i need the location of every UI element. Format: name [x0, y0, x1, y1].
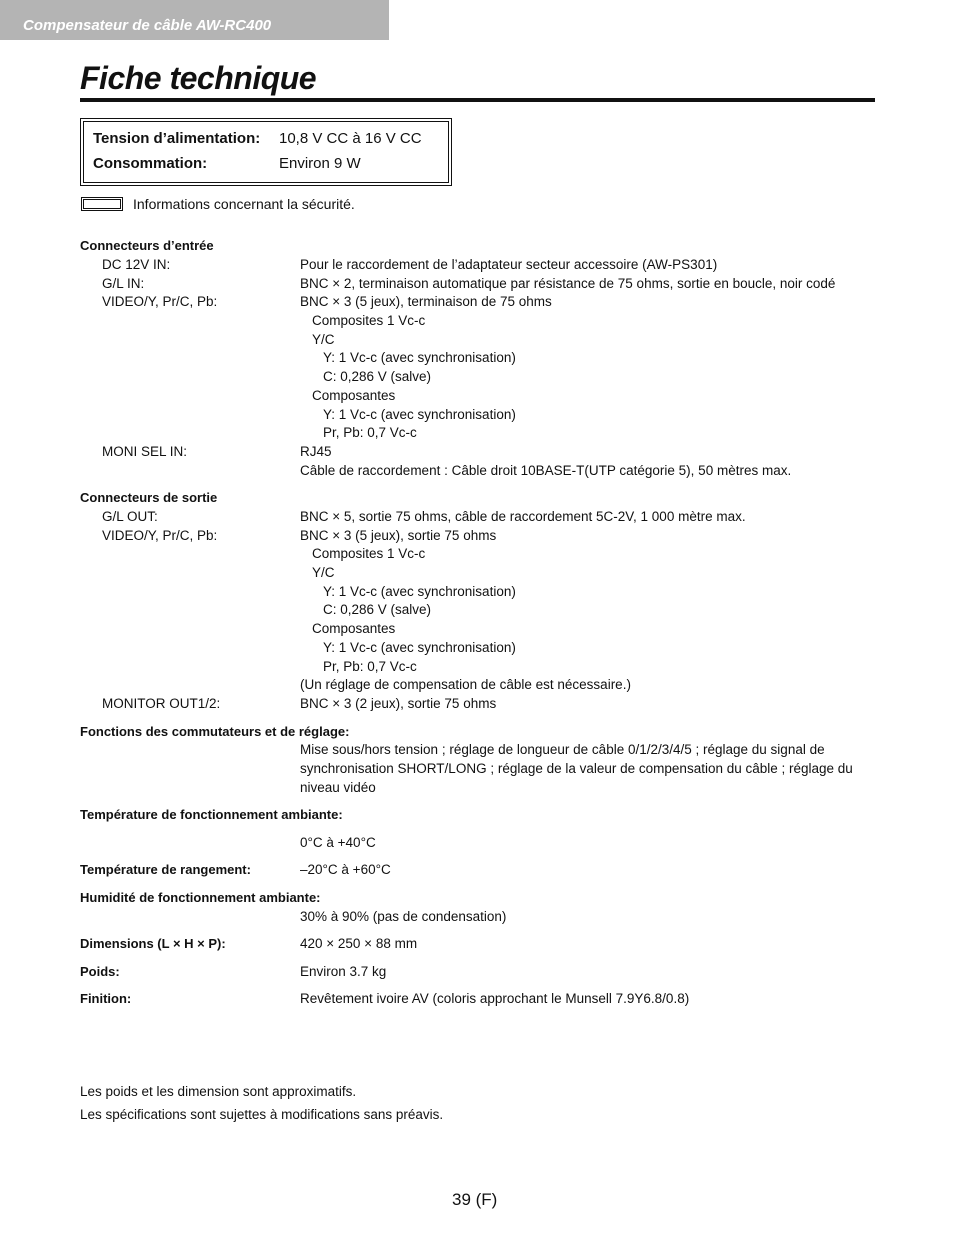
dc-in-label: DC 12V IN:	[102, 257, 171, 272]
finish-heading: Finition:	[80, 991, 132, 1006]
page-title: Fiche technique	[80, 60, 317, 96]
video-in-line: BNC × 3 (5 jeux), terminaison de 75 ohms	[300, 294, 552, 309]
video-in-line: Composites 1 Vc-c	[312, 313, 426, 328]
dimensions-value: 420 × 250 × 88 mm	[300, 936, 418, 951]
video-in-line: C: 0,286 V (salve)	[323, 369, 432, 384]
power-consumption-row	[93, 155, 361, 173]
humidity-heading: Humidité de fonctionnement ambiante:	[80, 890, 321, 905]
gl-in-value: BNC × 2, terminaison automatique par résistance de 75 ohms, sortie en boucle, noir codé	[300, 276, 836, 291]
video-out-line: Y: 1 Vc-c (avec synchronisation)	[323, 584, 516, 599]
operating-temp-heading: Température de fonctionnement ambiante:	[80, 807, 343, 822]
gl-in-label: G/L IN:	[102, 276, 145, 291]
humidity-value: 30% à 90% (pas de condensation)	[300, 909, 507, 924]
video-out-line: Y: 1 Vc-c (avec synchronisation)	[323, 640, 516, 655]
monitor-out-value: BNC × 3 (2 jeux), sortie 75 ohms	[300, 696, 497, 711]
moni-sel-in-line: RJ45	[300, 444, 332, 459]
video-out-line: Composantes	[312, 621, 396, 636]
switch-functions-line: niveau vidéo	[300, 780, 376, 795]
video-in-line: Composantes	[312, 388, 396, 403]
power-consumption-label: Consommation:	[93, 155, 208, 172]
header-tab	[0, 0, 389, 40]
video-out-line: Composites 1 Vc-c	[312, 546, 426, 561]
title-rule	[80, 98, 875, 102]
storage-temp-value: –20°C à +60°C	[300, 862, 391, 877]
switch-functions-line: Mise sous/hors tension ; réglage de longueur de câble 0/1/2/3/4/5 ; réglage du signal de	[300, 742, 825, 757]
video-in-line: Y/C	[312, 332, 335, 347]
gl-out-label: G/L OUT:	[102, 509, 158, 524]
finish-value: Revêtement ivoire AV (coloris approchant le Munsell 7.9Y6.8/0.8)	[300, 991, 690, 1006]
dc-in-value: Pour le raccordement de l’adaptateur secteur accessoire (AW-PS301)	[300, 257, 718, 272]
footnote: Les poids et les dimension sont approximatifs.	[80, 1084, 357, 1099]
safety-legend-text: Informations concernant la sécurité.	[133, 196, 355, 212]
video-out-line: Y/C	[312, 565, 335, 580]
video-out-line: BNC × 3 (5 jeux), sortie 75 ohms	[300, 528, 497, 543]
video-out-line: C: 0,286 V (salve)	[323, 602, 432, 617]
power-specs-box	[80, 118, 452, 186]
video-out-line: (Un réglage de compensation de câble est nécessaire.)	[300, 677, 631, 692]
video-in-line: Y: 1 Vc-c (avec synchronisation)	[323, 350, 516, 365]
video-out-line: Pr, Pb: 0,7 Vc-c	[323, 659, 417, 674]
weight-heading: Poids:	[80, 964, 120, 979]
switch-functions-line: synchronisation SHORT/LONG ; réglage de la valeur de compensation du câble ; réglage du	[300, 761, 853, 776]
video-in-line: Y: 1 Vc-c (avec synchronisation)	[323, 407, 516, 422]
page-number: 39 (F)	[452, 1190, 498, 1209]
switch-functions-heading: Fonctions des commutateurs et de réglage:	[80, 724, 350, 739]
header-tab-text: Compensateur de câble AW-RC400	[23, 17, 272, 34]
storage-temp-heading: Température de rangement:	[80, 862, 251, 877]
input-connectors-heading: Connecteurs d’entrée	[80, 238, 214, 253]
video-in-line: Pr, Pb: 0,7 Vc-c	[323, 425, 417, 440]
power-consumption-value: Environ 9 W	[279, 155, 361, 172]
dimensions-heading: Dimensions (L × H × P):	[80, 936, 226, 951]
video-in-label: VIDEO/Y, Pr/C, Pb:	[102, 294, 218, 309]
power-tension-label: Tension d’alimentation:	[93, 130, 261, 147]
moni-sel-in-line: Câble de raccordement : Câble droit 10BASE-T(UTP catégorie 5), 50 mètres max.	[300, 463, 792, 478]
safety-legend-swatch	[81, 197, 123, 211]
output-connectors-heading: Connecteurs de sortie	[80, 490, 218, 505]
weight-value: Environ 3.7 kg	[300, 964, 387, 979]
moni-sel-in-label: MONI SEL IN:	[102, 444, 188, 459]
footnote: Les spécifications sont sujettes à modifications sans préavis.	[80, 1107, 444, 1122]
power-tension-value: 10,8 V CC à 16 V CC	[279, 130, 422, 147]
video-out-label: VIDEO/Y, Pr/C, Pb:	[102, 528, 218, 543]
gl-out-value: BNC × 5, sortie 75 ohms, câble de raccordement 5C-2V, 1 000 mètre max.	[300, 509, 746, 524]
monitor-out-label: MONITOR OUT1/2:	[102, 696, 221, 711]
power-tension-row	[93, 130, 422, 148]
operating-temp-value: 0°C à +40°C	[300, 835, 376, 850]
